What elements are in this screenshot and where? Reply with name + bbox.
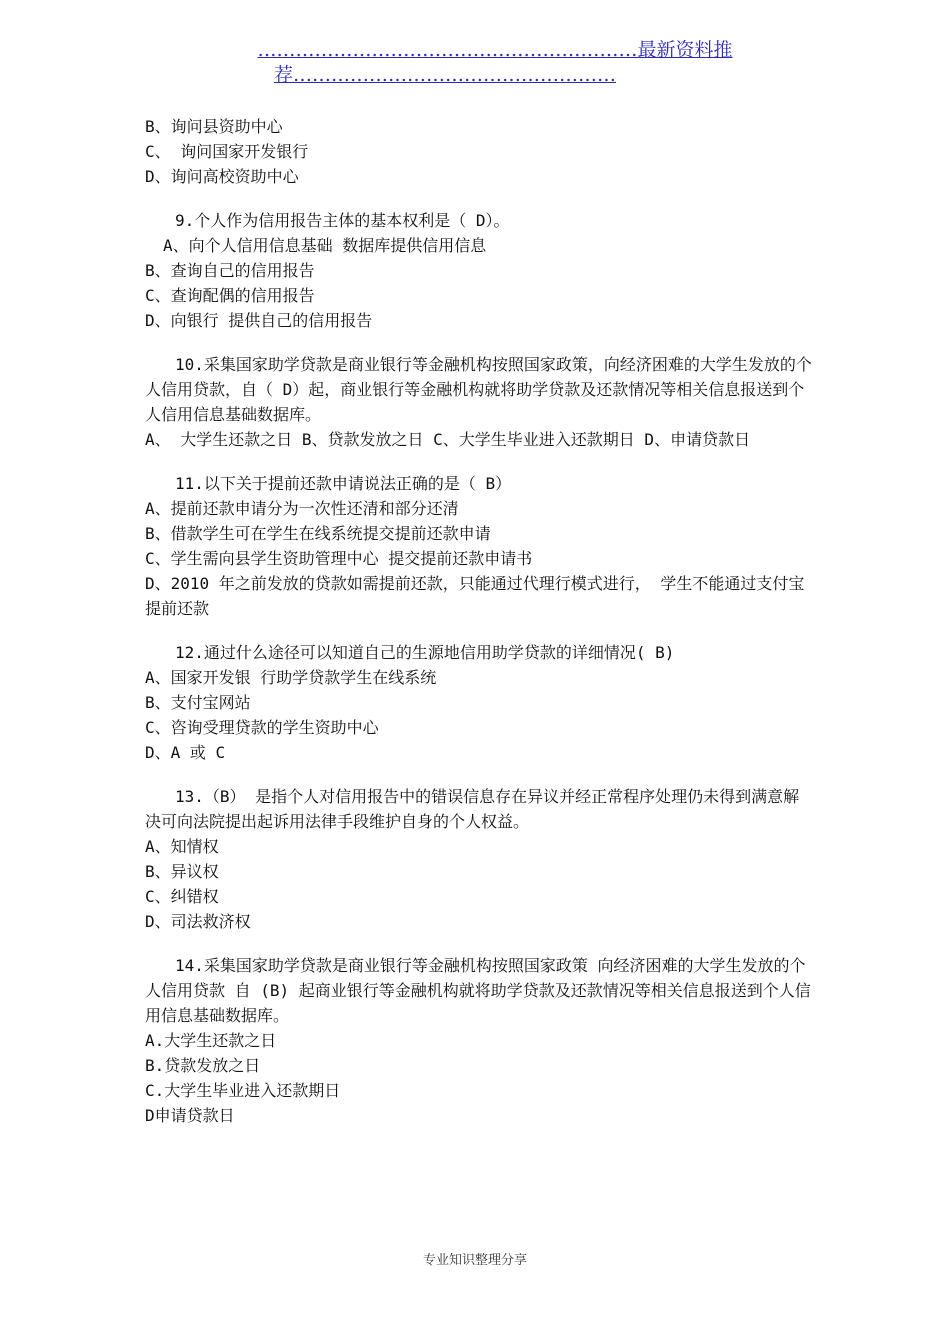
question-11	[145, 471, 815, 621]
document-body	[145, 114, 815, 1128]
option: D、A 或 C	[145, 743, 226, 762]
option: A、 大学生还款之日 B、贷款发放之日 C、大学生毕业进入还款期日 D、申请贷款日	[145, 430, 751, 449]
option: C、咨询受理贷款的学生资助中心	[145, 718, 379, 737]
page-footer: 专业知识整理分享	[422, 1253, 527, 1268]
option: A、知情权	[145, 837, 219, 856]
option: C、查询配偶的信用报告	[145, 286, 315, 305]
option: D申请贷款日	[145, 1106, 235, 1125]
option: D、向银行 提供自己的信用报告	[145, 311, 373, 330]
option: D、询问高校资助中心	[145, 167, 299, 186]
option: B、异议权	[145, 862, 219, 881]
option: A、向个人信用信息基础 数据库提供信用信息	[163, 236, 487, 255]
option: D、2010 年之前发放的贷款如需提前还款，只能通过代理行模式进行， 学生不能通过支付宝提前还款	[145, 574, 805, 618]
question-10	[145, 352, 815, 452]
question-12	[145, 640, 815, 765]
question-text: 9.个人作为信用报告主体的基本权利是（ D）。	[175, 211, 510, 230]
option: C、学生需向县学生资助管理中心 提交提前还款申请书	[145, 549, 533, 568]
page-header	[0, 38, 950, 88]
option: B、借款学生可在学生在线系统提交提前还款申请	[145, 524, 491, 543]
option: C、纠错权	[145, 887, 219, 906]
option: B、查询自己的信用报告	[145, 261, 315, 280]
question-text: 12.通过什么途径可以知道自己的生源地信用助学贷款的详细情况( B)	[175, 643, 675, 662]
question-9	[145, 208, 815, 333]
q8-options	[145, 114, 815, 189]
question-14	[145, 953, 815, 1128]
option: B、询问县资助中心	[145, 117, 283, 136]
option: C.大学生毕业进入还款期日	[145, 1081, 341, 1100]
question-text: 10.采集国家助学贷款是商业银行等金融机构按照国家政策，向经济困难的大学生发放的个人信用贷款，自（ D）起，商业银行等金融机构就将助学贷款及还款情况等相关信息报送到个人信用信息基础数据库。	[145, 355, 812, 424]
option: A.大学生还款之日	[145, 1031, 277, 1050]
question-text: 11.以下关于提前还款申请说法正确的是（ B）	[175, 474, 512, 493]
option: C、 询问国家开发银行	[145, 142, 309, 161]
question-13	[145, 784, 815, 934]
header-line-2: 荐……………………………………………	[273, 64, 616, 86]
option: A、国家开发银 行助学贷款学生在线系统	[145, 668, 437, 687]
option: A、提前还款申请分为一次性还清和部分还清	[145, 499, 459, 518]
header-line-1: ……………………………………………………最新资料推	[257, 39, 733, 61]
option: B、支付宝网站	[145, 693, 251, 712]
option: D、司法救济权	[145, 912, 251, 931]
question-text: 14.采集国家助学贷款是商业银行等金融机构按照国家政策 向经济困难的大学生发放的个人信用贷款 自 (B) 起商业银行等金融机构就将助学贷款及还款情况等相关信息报送到个人信用信息基础数据库。	[145, 956, 811, 1025]
question-text: 13.（B） 是指个人对信用报告中的错误信息存在异议并经正常程序处理仍未得到满意解决可向法院提出起诉用法律手段维护自身的个人权益。	[145, 787, 800, 831]
option: B.贷款发放之日	[145, 1056, 261, 1075]
